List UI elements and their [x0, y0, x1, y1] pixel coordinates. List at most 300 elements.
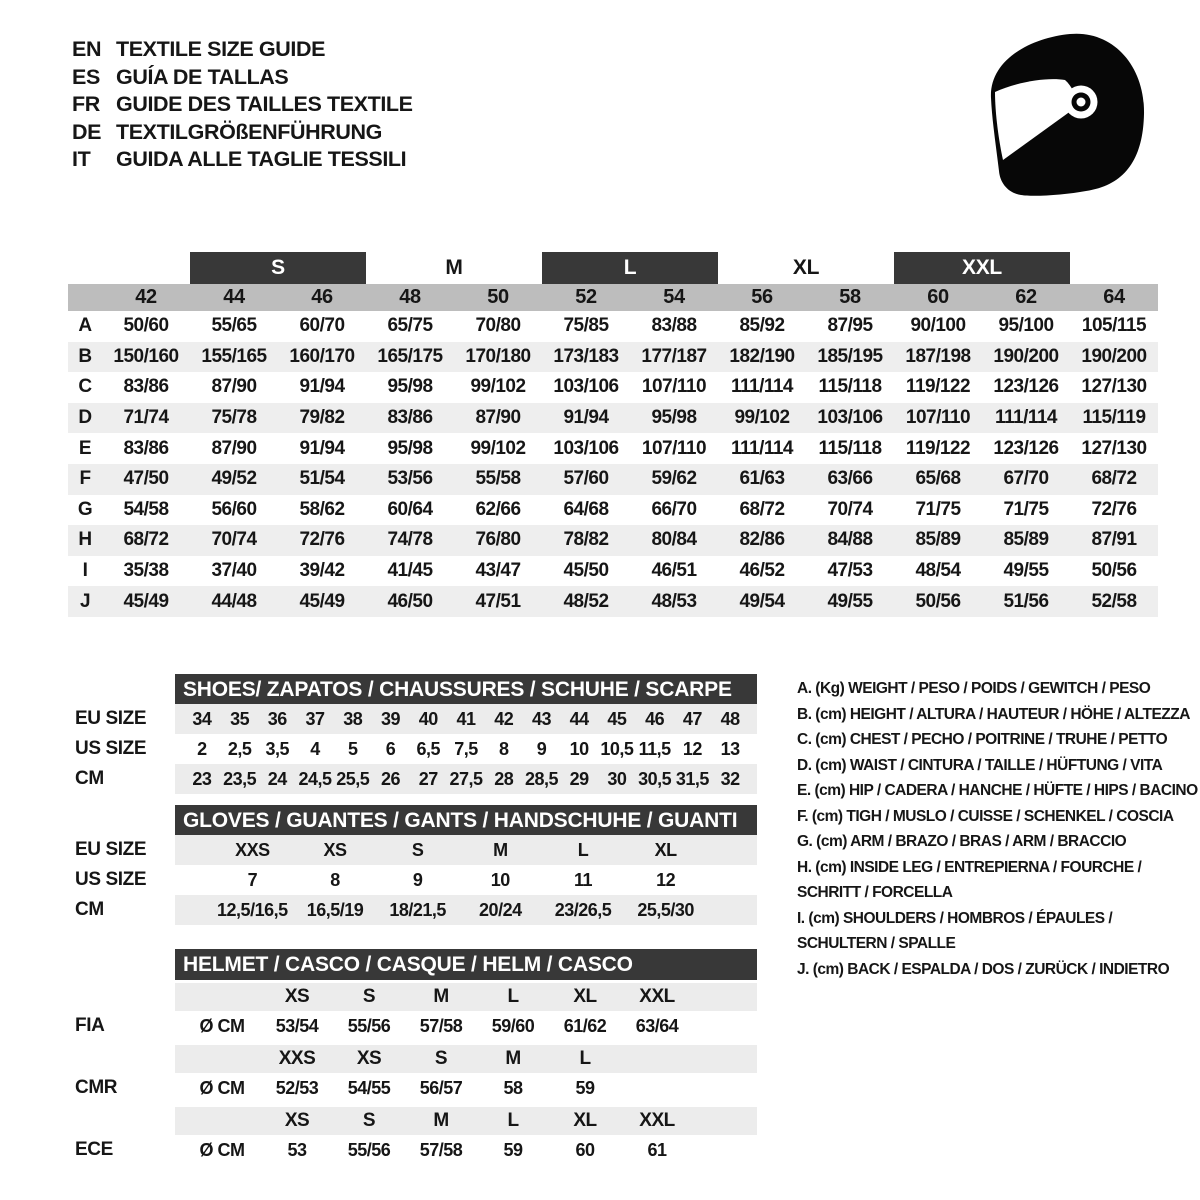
size-value: 61/63: [739, 468, 785, 490]
size-value: 35: [230, 708, 250, 729]
helmet-size-header: S: [362, 986, 376, 1007]
size-value: 177/187: [641, 345, 707, 367]
size-column-header: 56: [751, 286, 773, 308]
size-row: [68, 525, 1158, 556]
textile-size-table: [68, 252, 1158, 617]
size-value: 47: [682, 708, 702, 729]
legend-item: [797, 957, 1198, 983]
row-letter: A: [78, 315, 92, 337]
size-value: 111/114: [730, 437, 794, 459]
size-value: 187/198: [905, 345, 971, 367]
row-letter: C: [78, 376, 92, 398]
language-title-block: [72, 36, 413, 174]
size-value: 51/54: [299, 468, 345, 490]
size-value: 35/38: [123, 560, 169, 582]
language-row: [72, 119, 413, 147]
size-row: [68, 311, 1158, 342]
size-value: 83/88: [651, 315, 697, 337]
size-value: 40: [418, 708, 438, 729]
size-value: 155/165: [201, 345, 267, 367]
helmet-size-header: L: [507, 1110, 519, 1131]
helmet-size-header: S: [434, 1048, 448, 1069]
size-value: 11: [573, 869, 592, 890]
size-value: 103/106: [817, 407, 883, 429]
size-value: 6,5: [416, 738, 441, 759]
size-value: 12,5/16,5: [217, 899, 288, 920]
size-value: 45: [607, 708, 627, 729]
legend-item: [797, 804, 1198, 830]
standard-label: CMR: [75, 1077, 118, 1098]
shoes-table-body: [175, 704, 757, 794]
size-value: 99/102: [470, 437, 526, 459]
size-row: [68, 495, 1158, 526]
helmet-table-header: HELMET / CASCO / CASQUE / HELM / CASCO: [175, 949, 757, 980]
size-column-header: 60: [927, 286, 949, 308]
size-value: 105/115: [1081, 315, 1147, 337]
row-label: EU SIZE: [75, 839, 147, 860]
legend-line: SCHULTERN / SPALLE: [797, 935, 956, 952]
size-value: 107/110: [641, 437, 707, 459]
size-value: 44/48: [211, 590, 257, 612]
legend-line: C. (cm) CHEST / PECHO / POITRINE / TRUHE / PETTO: [797, 731, 1168, 748]
size-value: 99/102: [734, 407, 790, 429]
size-value: 32: [720, 768, 740, 789]
size-value: 37/40: [211, 560, 257, 582]
size-value: 87/90: [211, 376, 257, 398]
size-value: 58/62: [299, 498, 345, 520]
size-row: [68, 464, 1158, 495]
helmet-size-header: XS: [356, 1048, 382, 1069]
size-value: 71/75: [915, 498, 961, 520]
size-value: 68/72: [739, 498, 785, 520]
racing-helmet-icon: [973, 28, 1158, 205]
size-value: 48/52: [563, 590, 609, 612]
row-label: CM: [75, 899, 104, 920]
table-row: [175, 704, 757, 734]
size-value: 20/24: [479, 899, 522, 920]
size-value: 2,5: [227, 738, 252, 759]
row-letter: G: [77, 498, 93, 520]
size-value: M: [493, 839, 508, 860]
size-value: 83/86: [387, 407, 433, 429]
helmet-size-value: 57/58: [419, 1015, 463, 1036]
row-letter: H: [78, 529, 92, 551]
legend-line: A. (Kg) WEIGHT / PESO / POIDS / GEWITCH / PESO: [797, 680, 1151, 697]
language-code: EN: [72, 37, 102, 61]
size-value: 10: [569, 738, 589, 759]
size-value: 170/180: [465, 345, 531, 367]
size-value: 68/72: [123, 529, 169, 551]
helmet-table-body: [175, 983, 757, 1169]
size-value: 45/50: [563, 560, 609, 582]
size-value: 48: [720, 708, 740, 729]
size-value: 26: [381, 768, 401, 789]
size-value: 28,5: [524, 768, 558, 789]
size-group-header-row: [68, 252, 1158, 284]
size-value: 83/86: [123, 437, 169, 459]
language-code: FR: [72, 92, 100, 117]
helmet-size-value: 60: [575, 1139, 595, 1160]
legend-item: [797, 702, 1198, 728]
size-value: 83/86: [123, 376, 169, 398]
gloves-table-header: GLOVES / GUANTES / GANTS / HANDSCHUHE / GUANTI: [175, 805, 757, 836]
size-value: 72/76: [1091, 498, 1137, 520]
size-value: 107/110: [641, 376, 707, 398]
size-value: 99/102: [470, 376, 526, 398]
size-value: 71/74: [123, 407, 169, 429]
helmet-size-value: 58: [503, 1077, 523, 1098]
size-value: 37: [305, 708, 325, 729]
size-value: 74/78: [387, 529, 433, 551]
language-code: IT: [72, 147, 91, 172]
size-value: 85/89: [1003, 529, 1049, 551]
size-column-header: 62: [1015, 286, 1037, 308]
legend-line: I. (cm) SHOULDERS / HOMBROS / ÉPAULES /: [797, 909, 1113, 927]
spacer: [1070, 252, 1158, 284]
size-value: 76/80: [475, 529, 521, 551]
legend-line: D. (cm) WAIST / CINTURA / TAILLE / HÜFTUNG / VITA: [797, 756, 1163, 774]
helmet-size-value: 59/60: [491, 1015, 535, 1036]
size-table-body: [68, 311, 1158, 617]
helmet-size-header: XS: [284, 986, 310, 1007]
size-value: 64/68: [563, 498, 609, 520]
size-value: 72/76: [299, 529, 345, 551]
size-value: 115/118: [818, 437, 882, 459]
size-value: 39: [381, 708, 401, 729]
size-value: 10,5: [600, 738, 634, 759]
size-value: 5: [348, 738, 358, 759]
row-label: US SIZE: [75, 738, 147, 759]
diameter-unit: Ø CM: [199, 1077, 245, 1098]
size-value: 51/56: [1003, 590, 1049, 612]
size-value: 8: [498, 738, 509, 759]
size-value: 43: [531, 708, 551, 729]
table-row: [175, 835, 757, 865]
legend-line: F. (cm) TIGH / MUSLO / CUISSE / SCHENKEL / COSCIA: [797, 807, 1174, 825]
size-value: 50/56: [1091, 560, 1137, 582]
size-row: [68, 403, 1158, 434]
size-value: 165/175: [377, 345, 443, 367]
size-value: 23/26,5: [554, 899, 612, 920]
helmet-size-header: XXL: [639, 1110, 675, 1131]
size-value: 23,5: [223, 768, 257, 789]
size-value: 16,5/19: [306, 899, 364, 920]
size-value: 25,5/30: [637, 899, 694, 920]
size-value: 95/98: [651, 407, 697, 429]
language-code: DE: [72, 119, 102, 144]
size-value: 9: [536, 738, 547, 759]
size-row: [68, 586, 1158, 617]
size-value: 6: [385, 738, 396, 759]
size-value: S: [411, 839, 424, 860]
helmet-size-header: M: [433, 986, 449, 1007]
size-value: 54/58: [123, 498, 169, 520]
size-value: 127/130: [1081, 437, 1147, 459]
size-value: 50/56: [915, 590, 961, 612]
helmet-size-header: XS: [284, 1110, 310, 1131]
size-value: 62/66: [475, 498, 521, 520]
size-group-label: M: [445, 256, 463, 279]
size-value: 47/50: [123, 468, 169, 490]
size-value: 52/58: [1091, 590, 1137, 612]
helmet-size-value: 59: [503, 1139, 523, 1160]
legend-item: [797, 676, 1198, 702]
size-value: 44: [569, 708, 589, 729]
table-row: [175, 764, 757, 794]
helmet-size-value: 57/58: [419, 1139, 463, 1160]
size-value: 13: [720, 738, 740, 759]
size-value: 27: [418, 768, 438, 789]
size-value: 95/98: [387, 437, 433, 459]
language-row: [72, 64, 413, 92]
size-column-header: 46: [311, 286, 333, 308]
row-label: US SIZE: [75, 869, 147, 890]
size-value: 55/65: [211, 315, 257, 337]
shoes-table-header: SHOES/ ZAPATOS / CHAUSSURES / SCHUHE / SCARPE: [175, 674, 757, 705]
helmet-size-value: 56/57: [419, 1077, 463, 1098]
size-value: 82/86: [739, 529, 785, 551]
size-column-header: 42: [135, 286, 157, 308]
size-value: 2: [197, 738, 207, 759]
size-value: 87/91: [1091, 529, 1137, 551]
size-value: 63/66: [827, 468, 873, 490]
row-label: EU SIZE: [75, 708, 147, 729]
size-column-header: 58: [839, 286, 861, 308]
size-group-label: S: [190, 252, 366, 284]
size-value: 127/130: [1081, 376, 1147, 398]
size-value: 84/88: [827, 529, 873, 551]
size-value: 49/55: [1003, 560, 1049, 582]
size-value: 95/98: [387, 376, 433, 398]
size-value: 56/60: [211, 498, 257, 520]
size-value: 107/110: [905, 407, 971, 429]
table-row: [175, 895, 757, 925]
size-value: 46: [645, 708, 665, 729]
size-value: 85/89: [915, 529, 961, 551]
helmet-size-value: 61: [647, 1139, 667, 1160]
size-value: 115/118: [818, 376, 882, 398]
helmet-size-header: S: [362, 1110, 376, 1131]
size-row: [68, 342, 1158, 373]
legend-item: [797, 778, 1198, 804]
size-value: 50/60: [123, 315, 169, 337]
size-value: 29: [569, 768, 589, 789]
size-value: 182/190: [729, 345, 795, 367]
legend-line: SCHRITT / FORCELLA: [797, 884, 953, 901]
size-value: 91/94: [299, 437, 345, 459]
legend-item: [797, 855, 1198, 906]
size-value: 39/42: [299, 560, 345, 582]
size-group-label: XL: [792, 256, 820, 279]
size-value: 85/92: [739, 315, 785, 337]
legend-item: [797, 829, 1198, 855]
size-value: 46/51: [651, 560, 697, 582]
helmet-size-value: 61/62: [563, 1015, 607, 1036]
size-value: 47/51: [475, 590, 521, 612]
size-value: 34: [192, 708, 212, 729]
size-value: 90/100: [910, 315, 966, 337]
size-group-label: L: [542, 252, 718, 284]
size-value: XL: [654, 839, 677, 860]
measurement-legend: [797, 676, 1198, 982]
size-row: [68, 433, 1158, 464]
size-column-header: 44: [223, 286, 245, 308]
size-value: 70/80: [475, 315, 521, 337]
row-letter: B: [78, 345, 92, 367]
row-label: CM: [75, 768, 104, 789]
size-value: 75/78: [211, 407, 257, 429]
helmet-sizes-row: [175, 1045, 757, 1073]
size-value: 65/75: [387, 315, 433, 337]
size-value: 79/82: [299, 407, 345, 429]
size-value: 12: [682, 738, 702, 759]
size-value: 87/95: [827, 315, 873, 337]
size-value: 87/90: [475, 407, 521, 429]
helmet-size-header: M: [433, 1110, 449, 1131]
size-value: 95/100: [998, 315, 1054, 337]
standard-label: FIA: [75, 1015, 105, 1036]
language-title: GUÍA DE TALLAS: [116, 64, 289, 89]
row-letter: J: [79, 590, 91, 612]
helmet-size-header: XL: [573, 986, 597, 1007]
helmet-values-row: [175, 1135, 757, 1165]
size-value: 70/74: [211, 529, 257, 551]
helmet-sizes-row: [175, 1107, 757, 1135]
size-value: 91/94: [563, 407, 609, 429]
diameter-unit: Ø CM: [199, 1015, 245, 1036]
legend-line: B. (cm) HEIGHT / ALTURA / HAUTEUR / HÖHE / ALTEZZA: [797, 705, 1190, 723]
size-row: [68, 372, 1158, 403]
size-value: 173/183: [553, 345, 619, 367]
spacer: [102, 252, 190, 284]
size-value: 4: [310, 738, 320, 759]
size-value: 38: [343, 708, 363, 729]
size-value: 55/58: [475, 468, 521, 490]
size-value: 27,5: [449, 768, 483, 789]
size-value: 57/60: [563, 468, 609, 490]
size-value: L: [577, 839, 589, 860]
row-letter: F: [79, 468, 91, 490]
helmet-values-row: [175, 1073, 757, 1103]
size-value: 119/122: [905, 437, 971, 459]
size-value: 65/68: [915, 468, 961, 490]
size-value: 59/62: [651, 468, 697, 490]
size-value: 45/49: [123, 590, 169, 612]
helmet-size-value: 55/56: [347, 1015, 391, 1036]
size-value: 31,5: [675, 768, 709, 789]
size-value: 75/85: [563, 315, 609, 337]
helmet-size-header: XXL: [639, 986, 675, 1007]
diameter-unit: Ø CM: [199, 1139, 245, 1160]
row-letter: I: [82, 560, 88, 582]
size-value: 36: [267, 708, 287, 729]
helmet-size-header: XXS: [278, 1048, 316, 1069]
language-row: [72, 146, 413, 174]
size-value: 60/70: [299, 315, 345, 337]
helmet-size-value: 53: [287, 1139, 307, 1160]
size-value: 185/195: [817, 345, 883, 367]
size-value: 45/49: [299, 590, 345, 612]
size-value: 53/56: [387, 468, 433, 490]
size-value: 47/53: [827, 560, 873, 582]
size-value: 60/64: [387, 498, 433, 520]
size-value: 87/90: [211, 437, 257, 459]
helmet-size-header: L: [507, 986, 519, 1007]
language-code: ES: [72, 64, 100, 89]
size-value: 8: [330, 869, 340, 890]
size-value: 30,5: [638, 768, 672, 789]
size-value: 25,5: [336, 768, 370, 789]
size-value: 115/119: [1082, 407, 1146, 429]
size-value: 49/52: [211, 468, 257, 490]
row-letter: E: [78, 437, 92, 459]
size-value: 30: [607, 768, 627, 789]
helmet-size-header: XL: [573, 1110, 597, 1131]
size-value: 24,5: [298, 768, 332, 789]
size-value: 123/126: [993, 437, 1059, 459]
standard-label: ECE: [75, 1139, 113, 1160]
size-value: 190/200: [993, 345, 1059, 367]
helmet-size-value: 52/53: [275, 1077, 319, 1098]
size-value: 70/74: [827, 498, 873, 520]
size-value: 41: [456, 708, 476, 729]
size-value: 66/70: [651, 498, 697, 520]
size-column-header: 48: [399, 286, 421, 308]
size-value: 18/21,5: [389, 899, 446, 920]
size-value: 7: [247, 869, 258, 890]
size-value: 11,5: [638, 738, 671, 759]
size-value: 3,5: [265, 738, 290, 759]
size-value: 80/84: [651, 529, 697, 551]
size-value: 9: [412, 869, 423, 890]
helmet-size-header: M: [505, 1048, 521, 1069]
size-value: 24: [267, 768, 287, 789]
size-column-header: 50: [487, 286, 509, 308]
helmet-values-row: [175, 1011, 757, 1041]
legend-item: [797, 727, 1198, 753]
language-title: TEXTILGRÖßENFÜHRUNG: [116, 119, 382, 144]
size-value: 28: [494, 768, 514, 789]
legend-line: E. (cm) HIP / CADERA / HANCHE / HÜFTE / HIPS / BACINO: [797, 782, 1198, 799]
helmet-size-header: L: [579, 1048, 591, 1069]
language-row: [72, 36, 413, 64]
legend-line: H. (cm) INSIDE LEG / ENTREPIERNA / FOURCHE /: [797, 858, 1142, 876]
language-title: GUIDE DES TAILLES TEXTILE: [116, 92, 413, 117]
helmet-sizes-row: [175, 983, 757, 1011]
size-row: [68, 556, 1158, 587]
size-value: 23: [192, 768, 212, 789]
size-value: 10: [490, 869, 510, 890]
size-column-header: 54: [663, 286, 685, 308]
size-value: 67/70: [1003, 468, 1049, 490]
legend-line: G. (cm) ARM / BRAZO / BRAS / ARM / BRACCIO: [797, 833, 1127, 850]
helmet-size-value: 59: [575, 1077, 595, 1098]
size-value: 48/53: [651, 590, 697, 612]
spacer: [68, 252, 102, 284]
size-value: XXS: [235, 839, 270, 860]
size-value: 150/160: [113, 345, 179, 367]
size-value: 111/114: [994, 407, 1058, 429]
size-value: 78/82: [563, 529, 609, 551]
gloves-table-body: [175, 835, 757, 925]
language-title: TEXTILE SIZE GUIDE: [116, 37, 326, 61]
size-value: 41/45: [387, 560, 433, 582]
helmet-size-value: 54/55: [347, 1077, 391, 1098]
table-row: [175, 865, 757, 895]
size-column-header: 52: [575, 286, 597, 308]
row-letter: D: [78, 407, 92, 429]
helmet-size-value: 63/64: [635, 1015, 679, 1036]
